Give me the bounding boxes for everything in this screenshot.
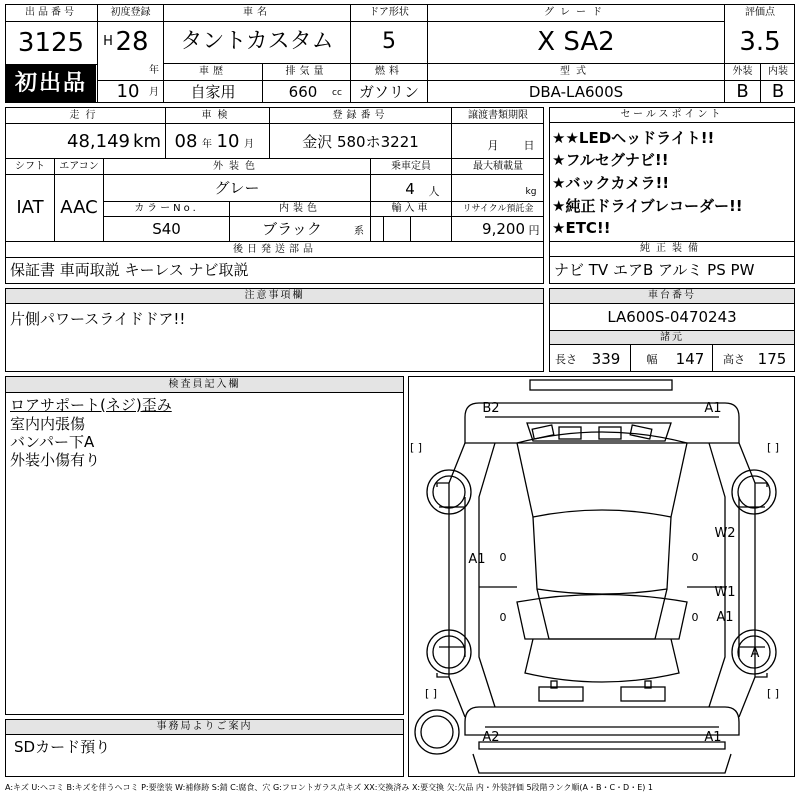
exterior-color-label: 外装色 [213, 160, 261, 172]
displacement-unit: cc [332, 87, 342, 98]
door-count: 5 [382, 29, 396, 54]
inspector-note: 室内内張傷 [10, 414, 86, 433]
office-label: 事務局よりご案内 [6, 720, 403, 735]
damage-mark: W1 [714, 584, 736, 600]
notes: 片側パワースライドドア!! [10, 309, 186, 328]
height: 175 [757, 349, 787, 368]
import-label: 輸入車 [391, 203, 431, 214]
damage-mark: A1 [716, 609, 734, 625]
exterior-grade-label: 外装 [732, 66, 753, 77]
damage-mark: A1 [468, 551, 486, 567]
sales-point: ★★LEDヘッドライト!! [552, 128, 715, 147]
sales-point: ★純正ドライブレコーダー!! [552, 196, 743, 215]
month-unit: 月 [149, 87, 159, 98]
model-code-label: 型式 [560, 66, 592, 77]
width: 147 [675, 349, 705, 368]
capacity-label: 乗車定員 [391, 160, 431, 172]
inspection-month-unit: 月 [244, 139, 254, 150]
length-label: 長さ [555, 352, 577, 366]
max-load-unit: kg [525, 186, 537, 197]
interior-color: ブラック [262, 219, 322, 238]
era-mark: H [103, 33, 113, 49]
diagram-bracket: [ ] [410, 440, 423, 454]
height-label: 高さ [723, 352, 745, 366]
lot-number: 3125 [17, 28, 85, 58]
car-damage-diagram [409, 377, 794, 776]
diagram-zero: 0 [499, 610, 507, 624]
first-listing-badge: 初出品 [6, 65, 96, 102]
aircon-type: AAC [60, 197, 98, 218]
transfer-month-unit: 月 [487, 138, 499, 152]
transfer-day-unit: 日 [523, 138, 535, 152]
capacity-unit: 人 [428, 184, 440, 198]
year-unit: 年 [149, 65, 159, 76]
door-type-label: ドア形状 [369, 7, 409, 18]
inspection-month: 10 [216, 131, 240, 152]
first-registration-label: 初度登録 [110, 7, 151, 18]
diagram-zero: 0 [499, 550, 507, 564]
seating-capacity: 4 [405, 179, 415, 198]
score-label: 評価点 [745, 7, 775, 18]
damage-mark: A2 [482, 729, 500, 745]
inspector-note: バンパー下A [10, 432, 95, 451]
diagram-bracket: [ ] [766, 686, 780, 700]
recycle-unit: 円 [528, 223, 540, 237]
mileage-label: 走行 [69, 109, 102, 121]
interior-color-unit: 系 [354, 226, 364, 237]
later-parts-label: 後日発送部品 [233, 244, 317, 255]
diagram-zero: 0 [691, 610, 699, 624]
displacement-label: 排気量 [285, 66, 328, 77]
diagram-bracket: [ ] [424, 686, 438, 700]
equipment-label: 純正装備 [550, 242, 794, 257]
registration-month: 10 [116, 83, 140, 101]
inspection-year-unit: 年 [202, 139, 212, 150]
sales-point: ★フルセグナビ!! [552, 150, 669, 169]
inspector-note: ロアサポート(ネジ)歪み [10, 395, 172, 414]
registration-year: 28 [115, 27, 149, 57]
inspector-label: 検査員記入欄 [6, 377, 403, 393]
max-load-label: 最大積載量 [473, 160, 523, 172]
plate-label: 登録番号 [332, 109, 389, 121]
fuel-type: ガソリン [358, 82, 419, 101]
interior-grade: B [771, 81, 785, 102]
notes-label: 注意事項欄 [6, 289, 543, 304]
color-number: S40 [152, 219, 181, 238]
history-label: 車歴 [199, 66, 227, 77]
damage-mark: W2 [714, 525, 736, 541]
later-parts: 保証書 車両取説 キーレス ナビ取説 [10, 261, 249, 279]
car-name-label: 車名 [243, 7, 271, 18]
grade: X SA2 [537, 27, 615, 57]
chassis-label: 車台番号 [550, 289, 794, 304]
evaluation-score: 3.5 [739, 27, 781, 57]
diagram-bracket: [ ] [766, 440, 780, 454]
damage-mark: A [750, 645, 760, 661]
factory-equipment: ナビ TV エアB アルミ PS PW [554, 261, 755, 279]
exterior-color: グレー [214, 178, 260, 197]
dimensions-label: 諸元 [550, 331, 794, 345]
damage-mark: B2 [482, 400, 500, 416]
fuel-label: 燃料 [375, 66, 403, 77]
color-number-label: カラーNo. [134, 203, 199, 214]
shift-label: シフト [15, 160, 45, 172]
sales-point: ★ETC!! [552, 218, 611, 237]
shift-type: IAT [16, 197, 44, 218]
damage-mark: A1 [704, 400, 722, 416]
aircon-label: エアコン [59, 160, 99, 172]
office-note: SDカード預り [14, 737, 111, 756]
interior-grade-label: 内装 [768, 66, 788, 77]
exterior-grade: B [736, 81, 749, 102]
chassis-number: LA600S-0470243 [607, 307, 737, 326]
legend-footer: A:キズ U:ヘコミ B:キズを伴うヘコミ P:要塗装 W:補修跡 S:錆 C:腐食、穴 G:フロントガラス点キズ XX:交換済み X:要交換 欠:欠品 内・外装評価 5段階ランク順(A・B・C・D・E) 1 [5, 783, 654, 792]
sales-point: ★バックカメラ!! [552, 173, 670, 192]
usage-history: 自家用 [190, 82, 236, 101]
damage-mark: A1 [704, 729, 722, 745]
sales-points-label: セールスポイント [550, 108, 794, 123]
inspection-label: 車検 [201, 109, 234, 121]
transfer-deadline-label: 譲渡書類期限 [468, 109, 528, 121]
model-code: DBA-LA600S [528, 82, 624, 101]
diagram-zero: 0 [691, 550, 699, 564]
inspection-year: 08 [174, 131, 198, 152]
mileage: 48,149 [67, 131, 130, 152]
length: 339 [591, 349, 621, 368]
mileage-unit: km [133, 131, 161, 152]
interior-color-label: 内装色 [279, 203, 321, 214]
displacement: 660 [288, 82, 318, 101]
car-name: タントカスタム [180, 29, 334, 54]
inspector-note: 外装小傷有り [10, 450, 101, 469]
recycle-deposit: 9,200 [482, 219, 525, 238]
recycle-label: リサイクル預託金 [462, 203, 534, 214]
grade-label: グレード [544, 7, 608, 18]
lot-number-label: 出品番号 [25, 7, 77, 18]
registration-plate: 金沢 580ホ3221 [302, 132, 419, 151]
width-label: 幅 [646, 352, 658, 366]
